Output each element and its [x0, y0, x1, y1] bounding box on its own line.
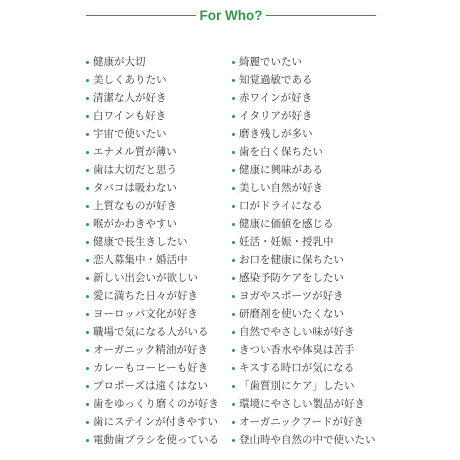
list-item — [232, 305, 372, 323]
list-item-label: 歯を白く保ちたい — [239, 146, 323, 158]
list-item — [232, 215, 372, 233]
list-item-label: 電動歯ブラシを使っている — [93, 434, 219, 446]
list-item — [86, 215, 226, 233]
list-item — [86, 179, 226, 197]
list-item — [86, 341, 226, 359]
list-item — [232, 89, 372, 107]
bullet-dot-icon — [232, 61, 235, 64]
bullet-dot-icon — [232, 133, 235, 136]
bullet-dot-icon — [86, 223, 89, 226]
list-item — [232, 53, 372, 71]
bullet-dot-icon — [232, 367, 235, 370]
list-item — [86, 89, 226, 107]
bullet-dot-icon — [232, 277, 235, 280]
list-item — [86, 71, 226, 89]
bullet-dot-icon — [86, 349, 89, 352]
list-item-label: 「歯質別にケア」したい — [239, 380, 355, 392]
list-item-label: タバコは吸わない — [93, 182, 177, 194]
list-item-label: 歯は大切だと思う — [93, 164, 177, 176]
list-item — [232, 359, 372, 377]
list-item — [86, 251, 226, 269]
list-item — [232, 107, 372, 125]
list-item — [232, 125, 372, 143]
list-item — [86, 143, 226, 161]
list-item-label: 健康が大切 — [93, 56, 146, 68]
list-item — [86, 161, 226, 179]
bullet-dot-icon — [86, 421, 89, 424]
list-item-label: 妊活・妊娠・授乳中 — [239, 236, 334, 248]
bullet-dot-icon — [232, 403, 235, 406]
list-item — [86, 287, 226, 305]
list-item — [232, 323, 372, 341]
list-item-label: 美しい自然が好き — [239, 182, 323, 194]
list-item — [86, 233, 226, 251]
bullet-dot-icon — [232, 79, 235, 82]
bullet-dot-icon — [86, 277, 89, 280]
bullet-dot-icon — [232, 295, 235, 298]
bullet-dot-icon — [232, 169, 235, 172]
section-header — [0, 6, 460, 26]
bullet-dot-icon — [232, 223, 235, 226]
list-item-label: ヨガやスポーツが好き — [239, 290, 344, 302]
list-item-label: 白ワインも好き — [93, 110, 167, 122]
list-item-label: 研磨剤を使いたくない — [239, 308, 344, 320]
list-item-label: キスする時口が気になる — [239, 362, 355, 374]
list-item-label: エナメル質が薄い — [93, 146, 177, 158]
list-item — [86, 125, 226, 143]
list-item — [86, 197, 226, 215]
bullet-dot-icon — [86, 313, 89, 316]
bullet-dot-icon — [232, 241, 235, 244]
list-item — [86, 359, 226, 377]
list-item — [86, 305, 226, 323]
bullet-dot-icon — [86, 187, 89, 190]
section-title: For Who? — [199, 8, 263, 23]
bullet-dot-icon — [86, 205, 89, 208]
list-item-label: 新しい出会いが欲しい — [93, 272, 198, 284]
list-item-label: 喉がかわきやすい — [93, 218, 177, 230]
bullet-dot-icon — [86, 133, 89, 136]
list-item — [232, 377, 372, 395]
bullet-dot-icon — [86, 151, 89, 154]
list-item — [232, 431, 376, 449]
list-item — [232, 143, 372, 161]
list-item-label: 美しくありたい — [93, 74, 167, 86]
list-item-label: 愛に満ちた日々が好き — [93, 290, 198, 302]
list-item-label: 歯にステインが付きやすい — [93, 416, 219, 428]
header-divider-right — [266, 15, 376, 16]
list-item — [232, 341, 372, 359]
list-item — [86, 53, 226, 71]
bullet-dot-icon — [86, 295, 89, 298]
list-item-label: 宇宙で使いたい — [93, 128, 167, 140]
bullet-dot-icon — [86, 79, 89, 82]
audience-list-right — [232, 53, 376, 449]
list-item — [232, 161, 372, 179]
bullet-dot-icon — [232, 385, 235, 388]
bullet-dot-icon — [232, 259, 235, 262]
list-item — [232, 413, 372, 431]
bullet-dot-icon — [232, 151, 235, 154]
bullet-dot-icon — [86, 169, 89, 172]
list-item — [232, 395, 372, 413]
list-item-label: 歯をゆっくり磨くのが好き — [93, 398, 219, 410]
list-item-label: きつい香水や体臭は苦手 — [239, 344, 355, 356]
list-item — [86, 377, 226, 395]
list-item-label: 知覚過敏である — [239, 74, 313, 86]
bullet-dot-icon — [232, 115, 235, 118]
list-item-label: オーガニックフードが好き — [239, 416, 365, 428]
bullet-dot-icon — [86, 61, 89, 64]
bullet-dot-icon — [232, 313, 235, 316]
list-item-label: 職場で気になる人がいる — [93, 326, 209, 338]
list-item-label: オーガニック精油が好き — [93, 344, 208, 356]
bullet-dot-icon — [86, 331, 89, 334]
list-item — [86, 395, 226, 413]
list-item — [232, 197, 372, 215]
list-item — [232, 71, 372, 89]
list-item-label: 上質なものが好き — [93, 200, 177, 212]
list-item — [86, 323, 226, 341]
list-item-label: 環境にやさしい製品が好き — [239, 398, 365, 410]
list-item — [232, 269, 372, 287]
list-item-label: 健康で長生きしたい — [93, 236, 188, 248]
bullet-dot-icon — [232, 331, 235, 334]
list-item — [86, 269, 226, 287]
list-item — [232, 179, 372, 197]
list-item-label: カレーもコーヒーも好き — [93, 362, 209, 374]
list-item-label: 自然でやさしい味が好き — [239, 326, 355, 338]
bullet-dot-icon — [86, 367, 89, 370]
list-item-label: 恋人募集中・婚活中 — [93, 254, 188, 266]
bullet-dot-icon — [232, 421, 235, 424]
bullet-dot-icon — [86, 115, 89, 118]
bullet-dot-icon — [86, 385, 89, 388]
bullet-dot-icon — [232, 349, 235, 352]
list-item-label: 登山時や自然の中で使いたい — [239, 434, 376, 446]
list-item — [86, 431, 226, 449]
list-item — [232, 233, 372, 251]
bullet-dot-icon — [86, 259, 89, 262]
list-item-label: 磨き残しが多い — [239, 128, 313, 140]
list-item-label: 健康に興味がある — [239, 164, 323, 176]
list-item-label: 赤ワインが好き — [239, 92, 313, 104]
list-item-label: お口を健康に保ちたい — [239, 254, 344, 266]
list-item-label: イタリアが好き — [239, 110, 313, 122]
list-item-label: 清潔な人が好き — [93, 92, 167, 104]
list-item — [86, 107, 226, 125]
bullet-dot-icon — [232, 439, 235, 442]
bullet-dot-icon — [232, 205, 235, 208]
bullet-dot-icon — [86, 241, 89, 244]
list-item — [86, 413, 226, 431]
bullet-dot-icon — [86, 97, 89, 100]
header-divider-left — [86, 15, 196, 16]
list-item-label: 健康に価値を感じる — [239, 218, 334, 230]
list-item — [232, 287, 372, 305]
list-item-label: 綺麗でいたい — [239, 56, 302, 68]
list-item-label: ヨーロッパ文化が好き — [93, 308, 198, 320]
bullet-dot-icon — [232, 97, 235, 100]
list-item-label: 感染予防ケアをしたい — [239, 272, 344, 284]
list-item-label: 口がドライになる — [239, 200, 323, 212]
list-item-label: プロポーズは遠くはない — [93, 380, 208, 392]
bullet-dot-icon — [86, 403, 89, 406]
bullet-dot-icon — [232, 187, 235, 190]
list-item — [232, 251, 372, 269]
audience-list-left — [86, 53, 226, 449]
bullet-dot-icon — [86, 439, 89, 442]
